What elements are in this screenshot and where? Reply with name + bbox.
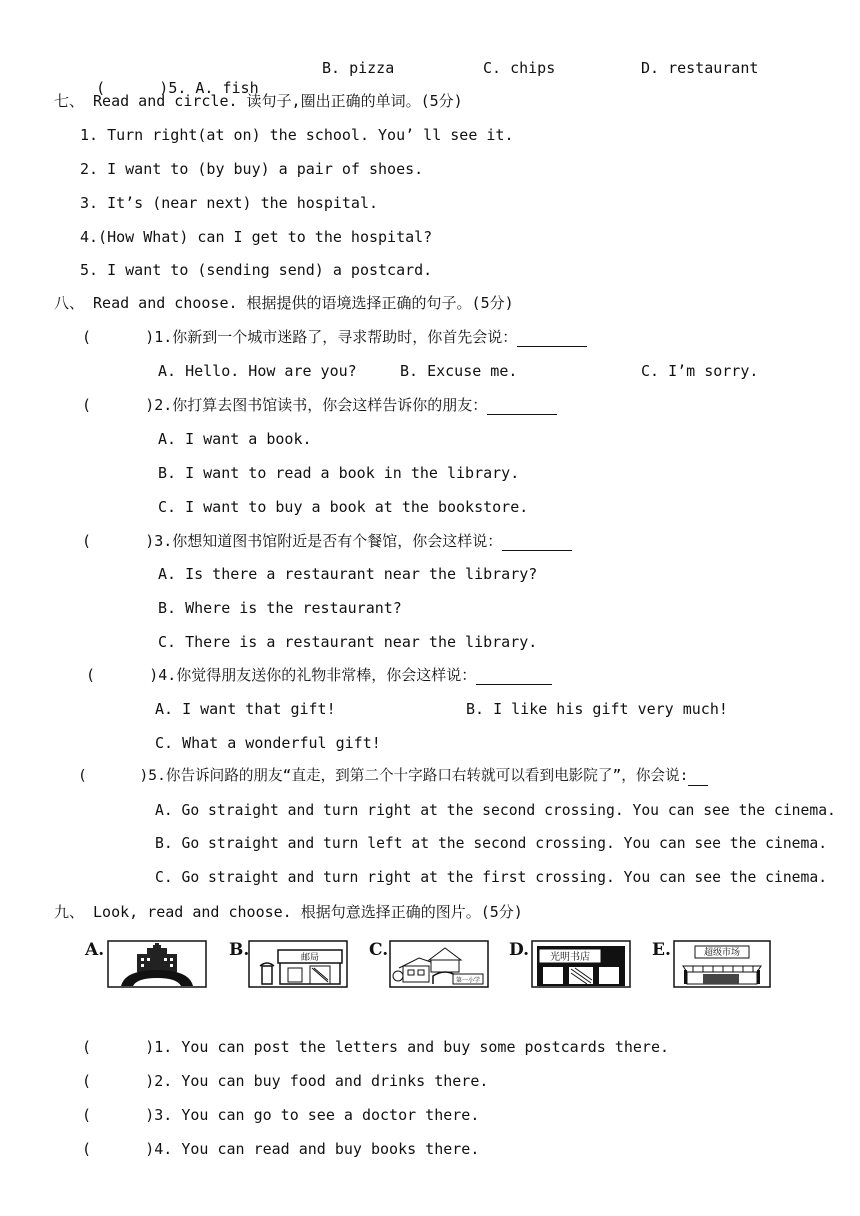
answer-blank[interactable] bbox=[502, 536, 572, 551]
section7-item: 1. Turn right(at on) the school. You’ ll see it. bbox=[80, 126, 514, 144]
picture-label-a: A. bbox=[85, 940, 105, 960]
option-d: D. restaurant bbox=[641, 59, 759, 77]
q3-option-a: A. Is there a restaurant near the library? bbox=[158, 565, 538, 583]
q5-option-b: B. Go straight and turn left at the second crossing. You can see the cinema. bbox=[155, 835, 828, 852]
section7-item: 2. I want to (by buy) a pair of shoes. bbox=[80, 160, 424, 178]
supermarket-picture bbox=[673, 940, 771, 988]
bookstore-sign: 光明书店 bbox=[550, 952, 590, 963]
section9-heading: 九、 Look, read and choose. 根据句意选择正确的图片。(5分) bbox=[54, 903, 523, 921]
section9-item: ( )1. You can post the letters and buy some postcards there. bbox=[82, 1038, 669, 1056]
hospital-picture bbox=[107, 940, 207, 988]
picture-label-c: C. bbox=[369, 940, 389, 960]
q4-option-c: C. What a wonderful gift! bbox=[155, 734, 381, 752]
top-item-5: ( )5. A. fish bbox=[96, 79, 259, 97]
section9-item: ( )4. You can read and buy books there. bbox=[82, 1140, 480, 1158]
item-paren: ( ) bbox=[96, 79, 169, 97]
section9-item: ( )3. You can go to see a doctor there. bbox=[82, 1106, 480, 1124]
q1-option-b: B. Excuse me. bbox=[400, 362, 518, 380]
q3-option-c: C. There is a restaurant near the library. bbox=[158, 633, 538, 651]
answer-blank[interactable] bbox=[688, 771, 708, 786]
school-picture bbox=[389, 940, 489, 988]
answer-blank[interactable] bbox=[517, 332, 587, 347]
answer-blank[interactable] bbox=[476, 670, 552, 685]
q4-stem: ( )4.你觉得朋友送你的礼物非常棒，你会这样说： bbox=[86, 665, 552, 685]
q2-option-a: A. I want a book. bbox=[158, 430, 312, 448]
section7-item: 3. It’s (near next) the hospital. bbox=[80, 194, 379, 212]
q2-option-b: B. I want to read a book in the library. bbox=[158, 464, 520, 482]
q5-option-c: C. Go straight and turn right at the first crossing. You can see the cinema. bbox=[155, 869, 828, 886]
post-office-sign: 邮局 bbox=[300, 953, 320, 963]
section7-item: 5. I want to (sending send) a postcard. bbox=[80, 261, 433, 279]
q5-option-a: A. Go straight and turn right at the second crossing. You can see the cinema. bbox=[155, 802, 836, 819]
q3-stem: ( )3.你想知道图书馆附近是否有个餐馆，你会这样说： bbox=[82, 531, 572, 551]
option-a: A. fish bbox=[195, 79, 259, 97]
q2-stem: ( )2.你打算去图书馆读书，你会这样告诉你的朋友： bbox=[82, 395, 557, 415]
supermarket-sign: 超级市场 bbox=[703, 948, 741, 958]
picture-label-b: B. bbox=[229, 940, 250, 960]
q1-option-a: A. Hello. How are you? bbox=[158, 362, 357, 380]
section7-heading: 七、 Read and circle. 读句子,圈出正确的单词。(5分) bbox=[54, 92, 463, 110]
section8-heading: 八、 Read and choose. 根据提供的语境选择正确的句子。(5分) bbox=[54, 294, 514, 312]
section9-item: ( )2. You can buy food and drinks there. bbox=[82, 1072, 489, 1090]
post-office-picture bbox=[248, 940, 348, 988]
school-sign: 第一小学 bbox=[455, 977, 481, 984]
q5-stem: ( )5.你告诉问路的朋友“直走，到第二个十字路口右转就可以看到电影院了”，你会说: bbox=[78, 766, 708, 786]
q3-option-b: B. Where is the restaurant? bbox=[158, 599, 402, 617]
option-b: B. pizza bbox=[322, 59, 395, 77]
bookstore-picture bbox=[531, 940, 631, 988]
section7-item: 4.(How What) can I get to the hospital? bbox=[80, 228, 433, 246]
q4-option-a: A. I want that gift! bbox=[155, 700, 336, 718]
q4-option-b: B. I like his gift very much! bbox=[466, 700, 728, 718]
q1-stem: ( )1.你新到一个城市迷路了，寻求帮助时，你首先会说： bbox=[82, 327, 587, 347]
picture-label-e: E. bbox=[652, 940, 671, 960]
q1-option-c: C. I’m sorry. bbox=[641, 362, 759, 380]
picture-label-d: D. bbox=[509, 940, 530, 960]
q2-option-c: C. I want to buy a book at the bookstore. bbox=[158, 498, 529, 516]
answer-blank[interactable] bbox=[487, 400, 557, 415]
option-c: C. chips bbox=[483, 59, 556, 77]
